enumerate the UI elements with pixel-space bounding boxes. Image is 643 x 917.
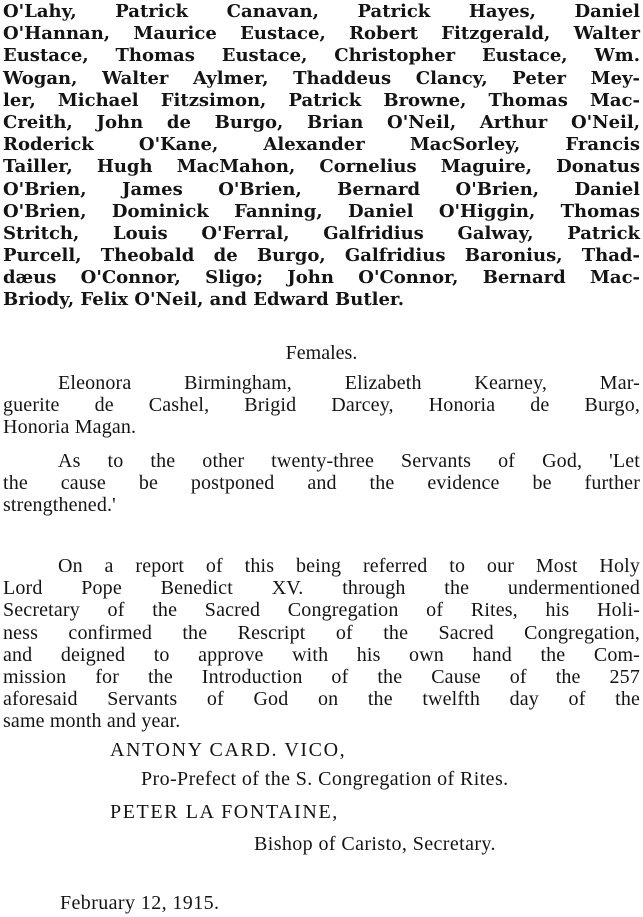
text-line: Stritch, Louis O'Ferral, Galfridius Galway, Patrick bbox=[3, 222, 640, 244]
text-line: Secretary of the Sacred Congregation of Rites, his Holi- bbox=[3, 599, 640, 622]
text-line: Lord Pope Benedict XV. through the undermentioned bbox=[3, 577, 640, 600]
text-line: Wogan, Walter Aylmer, Thaddeus Clancy, Peter Mey- bbox=[3, 67, 640, 89]
text-line: Purcell, Theobald de Burgo, Galfridius Baronius, Thad- bbox=[3, 245, 640, 267]
text-line: Eleonora Birmingham, Elizabeth Kearney, Mar- bbox=[58, 372, 640, 394]
text-line: aforesaid Servants of God on the twelfth day of the bbox=[3, 688, 640, 711]
text-line: Tailler, Hugh MacMahon, Cornelius Maguire, Donatus bbox=[3, 156, 640, 178]
postponed-paragraph bbox=[3, 450, 640, 517]
text-line: same month and year. bbox=[3, 710, 181, 733]
text-line: and deigned to approve with his own hand the Com- bbox=[3, 643, 640, 666]
text-line: Briody, Felix O'Neil, and Edward Butler. bbox=[3, 289, 405, 311]
text-line: dæus O'Connor, Sligo; John O'Connor, Bernard Mac- bbox=[3, 267, 640, 289]
females-list bbox=[3, 372, 640, 439]
text-line: Eustace, Thomas Eustace, Christopher Eustace, Wm. bbox=[3, 45, 640, 67]
text-line: ness confirmed the Rescript of the Sacred Congregation, bbox=[3, 621, 640, 644]
text-line: ler, Michael Fitzsimon, Patrick Browne, Thomas Mac- bbox=[3, 89, 640, 111]
text-line: O'Hannan, Maurice Eustace, Robert Fitzgerald, Walter bbox=[3, 23, 640, 45]
text-line: mission for the Introduction of the Cause of the 257 bbox=[3, 665, 640, 688]
text-line: strengthened.' bbox=[3, 494, 116, 517]
text-line: Honoria Magan. bbox=[3, 416, 137, 439]
text-line: Creith, John de Burgo, Brian O'Neil, Arthur O'Neil, bbox=[3, 111, 640, 133]
report-paragraph bbox=[3, 555, 640, 733]
signature-title-fontaine: Bishop of Caristo, Secretary. bbox=[254, 833, 496, 855]
text-line: O'Brien, James O'Brien, Bernard O'Brien, Daniel bbox=[3, 178, 640, 200]
text-line: O'Brien, Dominick Fanning, Daniel O'Higgin, Thomas bbox=[3, 200, 640, 222]
text-line: Roderick O'Kane, Alexander MacSorley, Francis bbox=[3, 134, 640, 156]
text-line: guerite de Cashel, Brigid Darcey, Honoria de Burgo, bbox=[3, 394, 640, 417]
signature-title-vico: Pro-Prefect of the S. Congregation of Rites. bbox=[141, 768, 509, 790]
text-line: As to the other twenty-three Servants of God, 'Let bbox=[58, 450, 640, 472]
signature-name-fontaine: PETER LA FONTAINE, bbox=[110, 801, 339, 823]
text-line: On a report of this being referred to our Most Holy bbox=[58, 555, 640, 577]
males-list bbox=[3, 1, 640, 312]
text-line: the cause be postponed and the evidence be further bbox=[3, 472, 640, 495]
females-heading: Females. bbox=[285, 342, 358, 364]
signature-name-vico: ANTONY CARD. VICO, bbox=[110, 739, 347, 761]
document-date: February 12, 1915. bbox=[60, 892, 220, 914]
text-line: O'Lahy, Patrick Canavan, Patrick Hayes, Daniel bbox=[3, 1, 640, 22]
